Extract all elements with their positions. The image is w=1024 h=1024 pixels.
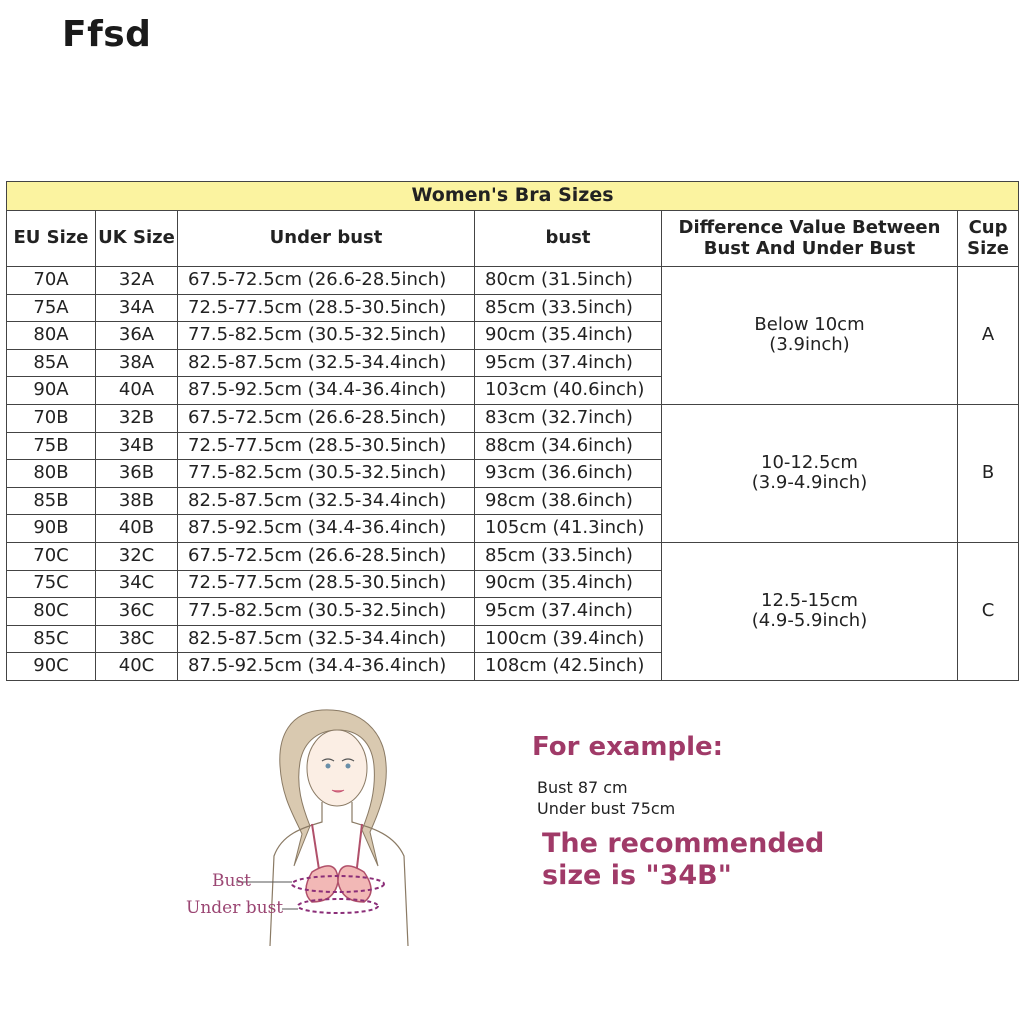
- eu-size-cell: 90A: [7, 377, 96, 405]
- bra-size-table: [6, 181, 1019, 681]
- under-bust-cell: 77.5-82.5cm (30.5-32.5inch): [178, 460, 475, 488]
- under-bust-cell: 77.5-82.5cm (30.5-32.5inch): [178, 322, 475, 350]
- under-bust-cell: 72.5-77.5cm (28.5-30.5inch): [178, 432, 475, 460]
- bust-cell: 98cm (38.6inch): [475, 487, 662, 515]
- bust-label: Bust: [212, 871, 251, 891]
- example-heading: For example:: [532, 732, 724, 762]
- eu-size-cell: 85A: [7, 349, 96, 377]
- recommend-line-1: The recommended: [542, 828, 825, 859]
- brand-logo-text: Ffsd: [62, 14, 152, 55]
- cup-size-cell: C: [958, 542, 1019, 680]
- difference-line: 10-12.5cm: [761, 451, 858, 473]
- table-title: Women's Bra Sizes: [7, 182, 1019, 211]
- under-bust-cell: 67.5-72.5cm (26.6-28.5inch): [178, 542, 475, 570]
- under-bust-cell: 82.5-87.5cm (32.5-34.4inch): [178, 487, 475, 515]
- eu-size-cell: 75B: [7, 432, 96, 460]
- uk-size-cell: 32A: [96, 267, 178, 295]
- eu-size-cell: 75C: [7, 570, 96, 598]
- header-eu-size: EU Size: [7, 211, 96, 267]
- bust-cell: 80cm (31.5inch): [475, 267, 662, 295]
- cup-size-cell: A: [958, 267, 1019, 405]
- under-bust-cell: 67.5-72.5cm (26.6-28.5inch): [178, 267, 475, 295]
- bust-cell: 93cm (36.6inch): [475, 460, 662, 488]
- under-bust-cell: 87.5-92.5cm (34.4-36.4inch): [178, 515, 475, 543]
- uk-size-cell: 36C: [96, 598, 178, 626]
- difference-cell: [662, 404, 958, 542]
- bust-cell: 83cm (32.7inch): [475, 404, 662, 432]
- bust-cell: 90cm (35.4inch): [475, 322, 662, 350]
- bust-cell: 85cm (33.5inch): [475, 542, 662, 570]
- uk-size-cell: 32B: [96, 404, 178, 432]
- header-bust: bust: [475, 211, 662, 267]
- under-bust-cell: 77.5-82.5cm (30.5-32.5inch): [178, 598, 475, 626]
- uk-size-cell: 40B: [96, 515, 178, 543]
- uk-size-cell: 36A: [96, 322, 178, 350]
- bust-cell: 88cm (34.6inch): [475, 432, 662, 460]
- bust-cell: 95cm (37.4inch): [475, 598, 662, 626]
- eu-size-cell: 70B: [7, 404, 96, 432]
- bust-cell: 95cm (37.4inch): [475, 349, 662, 377]
- uk-size-cell: 40A: [96, 377, 178, 405]
- uk-size-cell: 36B: [96, 460, 178, 488]
- bust-cell: 90cm (35.4inch): [475, 570, 662, 598]
- under-bust-cell: 82.5-87.5cm (32.5-34.4inch): [178, 349, 475, 377]
- uk-size-cell: 38B: [96, 487, 178, 515]
- under-bust-cell: 87.5-92.5cm (34.4-36.4inch): [178, 377, 475, 405]
- header-difference: Difference Value Between Bust And Under Bust: [662, 211, 958, 267]
- header-uk-size: UK Size: [96, 211, 178, 267]
- difference-cell: [662, 267, 958, 405]
- table-row: [7, 542, 1019, 570]
- uk-size-cell: 38A: [96, 349, 178, 377]
- under-bust-cell: 67.5-72.5cm (26.6-28.5inch): [178, 404, 475, 432]
- bust-cell: 105cm (41.3inch): [475, 515, 662, 543]
- eu-size-cell: 70A: [7, 267, 96, 295]
- difference-cell: [662, 542, 958, 680]
- eu-size-cell: 90C: [7, 653, 96, 681]
- eu-size-cell: 85B: [7, 487, 96, 515]
- eu-size-cell: 80B: [7, 460, 96, 488]
- recommendation: [542, 828, 862, 893]
- table-row: [7, 267, 1019, 295]
- under-bust-cell: 87.5-92.5cm (34.4-36.4inch): [178, 653, 475, 681]
- uk-size-cell: 32C: [96, 542, 178, 570]
- eu-size-cell: 80A: [7, 322, 96, 350]
- difference-line: (3.9inch): [769, 334, 850, 356]
- uk-size-cell: 34B: [96, 432, 178, 460]
- under-bust-label: Under bust: [186, 898, 284, 918]
- example-under-bust: Under bust 75cm: [537, 799, 676, 818]
- cup-size-cell: B: [958, 404, 1019, 542]
- bust-cell: 85cm (33.5inch): [475, 294, 662, 322]
- table-body: [7, 267, 1019, 681]
- recommend-line-2: size is "34B": [542, 860, 732, 892]
- eu-size-cell: 80C: [7, 598, 96, 626]
- bust-cell: 103cm (40.6inch): [475, 377, 662, 405]
- uk-size-cell: 38C: [96, 625, 178, 653]
- difference-line: (4.9-5.9inch): [751, 610, 868, 632]
- eu-size-cell: 70C: [7, 542, 96, 570]
- under-bust-cell: 72.5-77.5cm (28.5-30.5inch): [178, 570, 475, 598]
- bust-cell: 108cm (42.5inch): [475, 653, 662, 681]
- eu-size-cell: 75A: [7, 294, 96, 322]
- uk-size-cell: 34C: [96, 570, 178, 598]
- difference-line: 12.5-15cm: [761, 589, 858, 611]
- under-bust-cell: 82.5-87.5cm (32.5-34.4inch): [178, 625, 475, 653]
- difference-line: (3.9-4.9inch): [751, 472, 868, 494]
- eu-size-cell: 85C: [7, 625, 96, 653]
- under-bust-cell: 72.5-77.5cm (28.5-30.5inch): [178, 294, 475, 322]
- header-under-bust: Under bust: [178, 211, 475, 267]
- table-row: [7, 404, 1019, 432]
- difference-line: Below 10cm: [754, 313, 865, 335]
- header-cup-size: Cup Size: [958, 211, 1019, 267]
- eu-size-cell: 90B: [7, 515, 96, 543]
- bust-cell: 100cm (39.4inch): [475, 625, 662, 653]
- example-bust: Bust 87 cm: [537, 778, 628, 797]
- uk-size-cell: 40C: [96, 653, 178, 681]
- uk-size-cell: 34A: [96, 294, 178, 322]
